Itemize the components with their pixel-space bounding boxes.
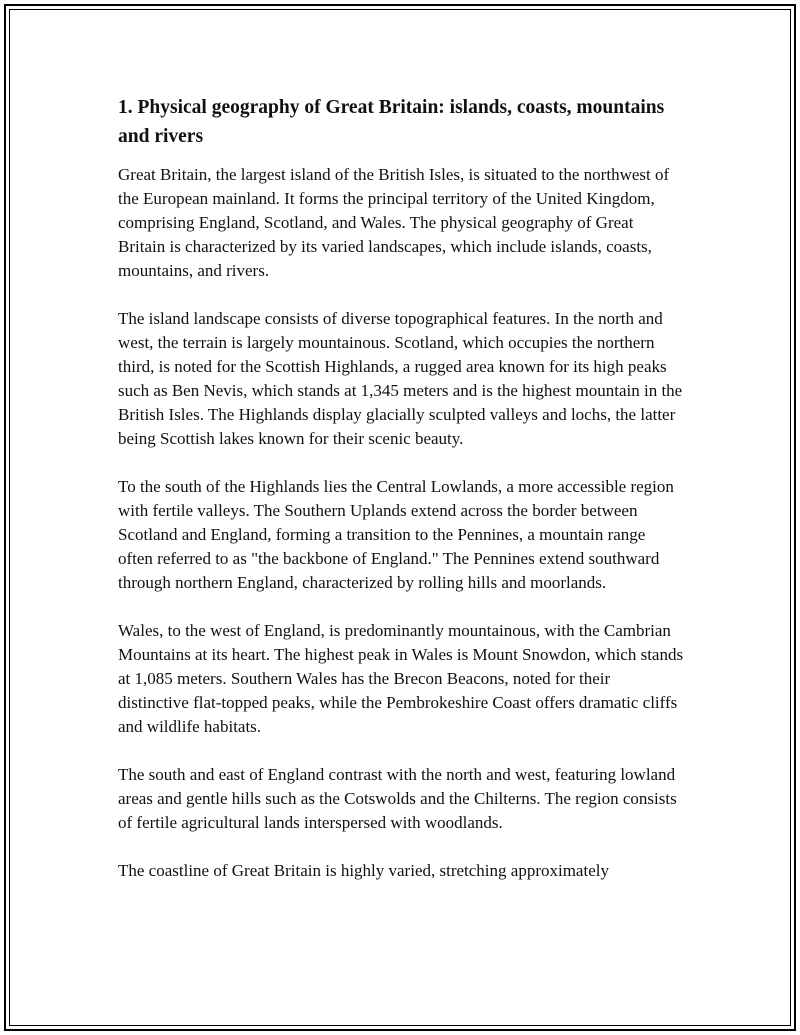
paragraph-wales: Wales, to the west of England, is predominantly mountainous, with the Cambrian Mountains at its heart. The highest peak in Wales is Mount Snowdon, which stands at 1,085 meters. Southern Wales has the Brecon Beacons, noted for their distinctive flat-topped peaks, while the Pembrokeshire Coast offers dramatic cliffs and wildlife habitats. bbox=[118, 621, 684, 736]
paragraph-introduction: Great Britain, the largest island of the British Isles, is situated to the northwest of the European mainland. It forms the principal territory of the United Kingdom, comprising England, Scotland, and Wales. The physical geography of Great Britain is characterized by its varied landscapes, which include islands, coasts, mountains, and rivers. bbox=[118, 165, 670, 280]
paragraph-highlands: The island landscape consists of diverse topographical features. In the north and west, the terrain is largely mountainous. Scotland, which occupies the northern third, is noted for the Scottish Highlands, a rugged area known for its high peaks such as Ben Nevis, which stands at 1,345 meters and is the highest mountain in the British Isles. The Highlands display glacially sculpted valleys and lochs, the latter being Scottish lakes known for their scenic beauty. bbox=[118, 309, 683, 448]
paragraph-south-east-england: The south and east of England contrast with the north and west, featuring lowland areas and gentle hills such as the Cotswolds and the Chilterns. The region consists of fertile agricultural lands interspersed with woodlands. bbox=[118, 765, 677, 832]
paragraph-coastline: The coastline of Great Britain is highly varied, stretching approximately bbox=[118, 861, 609, 880]
section-heading: 1. Physical geography of Great Britain: islands, coasts, mountains and rivers bbox=[118, 97, 665, 147]
document-body bbox=[118, 93, 684, 907]
paragraph-lowlands: To the south of the Highlands lies the Central Lowlands, a more accessible region with fertile valleys. The Southern Uplands extend across the border between Scotland and England, forming a transition to the Pennines, a mountain range often referred to as "the backbone of England." The Pennines extend southward through northern England, characterized by rolling hills and moorlands. bbox=[118, 477, 674, 592]
